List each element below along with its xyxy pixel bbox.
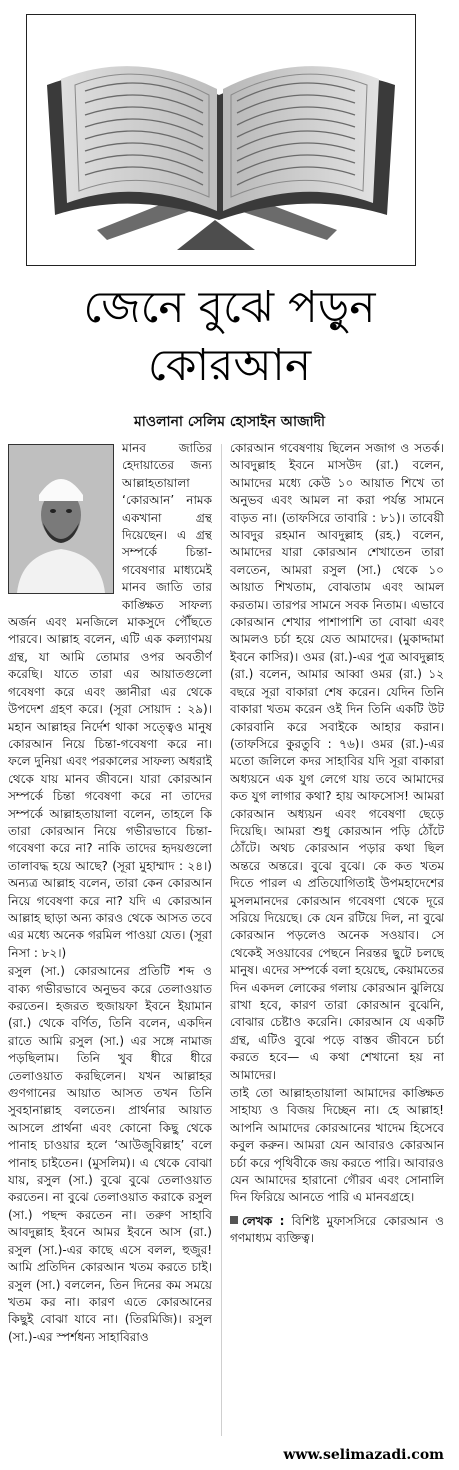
headline-line-1: জেনে বুঝে পড়ুন <box>83 282 376 333</box>
left-paragraph-2: রসুল (সা.) কোরআনের প্রতিটি শব্দ ও বাক্য গভীরভাবে অনুভব করে তেলাওয়াত করতেন। হজরত হুজায়ফা ইবনে ইয়ামান (রা.) থেকে বর্ণিত, তিনি বলেন, একদিন রাতে আমি রসুল (সা.) এর সঙ্গে নামাজ পড়ছিলাম। তিনি খুব ধীরে ধীরে তেলাওয়াত করছিলেন। যখন আল্লাহর গুণগানের আয়াত আসত তখন তিনি সুবহানাল্লাহ বলতেন। প্রার্থনার আয়াত আসলে প্রার্থনা এবং কোনো কিছু থেকে পানাহ চাওয়ার হলে ‘আউজুবিল্লাহ’ বলে পানাহ চাইতেন। (মুসলিম)। এ থেকে বোঝা যায়, রসুল (সা.) বুঝে বুঝে তেলাওয়াত করতেন। না বুঝে তেলাওয়াত করাকে রসুল (সা.) পছন্দ করতেন না। তরুণ সাহাবি আবদুল্লাহ ইবনে আমর ইবনে আস (রা.) রসুল (সা.)-এর কাছে এসে বলল, হুজুর! আমি প্রতিদিন কোরআন খতম করতে চাই। রসুল (সা.) বললেন, তিন দিনের কম সময়ে খতম কর না। কারণ এতে কোরআনের কিছুই বোঝা যাবে না। (তিরমিজি)। রসুল (সা.)-এর স্পর্শধন্য সাহাবিরাও <box>8 964 212 1344</box>
headline-line-2: কোরআন <box>147 340 312 391</box>
author-byline: মাওলানা সেলিম হোসাইন আজাদী <box>133 414 326 430</box>
author-portrait <box>8 444 114 594</box>
author-note-text: বিশিষ্ট মুফাসসিরে কোরআন ও গণমাধ্যম ব্যক্তিত্ব। <box>230 1213 444 1245</box>
author-note <box>230 1213 444 1247</box>
left-paragraph-1: মানব জাতির হেদায়াতের জন্য আল্লাহতায়ালা ‘কোরআন’ নামক একখানা গ্রন্থ দিয়েছেন। এ গ্রন্থ সম্পর্কে চিন্তা-গবেষণার মাধ্যমেই মানব জাতি তার কাঙ্ক্ষিত সাফল্য অর্জন এবং মনজিলে মাকসুদে পৌঁছতে পারবে। আল্লাহ বলেন, এটি এক কল্যাণময় গ্রন্থ, যা আমি তোমার ওপর অবতীর্ণ করেছি। যাতে তারা এর আয়াতগুলো গবেষণা করে এবং জ্ঞানীরা এর থেকে উপদেশ গ্রহণ করে। (সূরা সোয়াদ : ২৯)। মহান আল্লাহর নির্দেশ থাকা সত্ত্বেও মানুষ কোরআন নিয়ে চিন্তা-গবেষণা করে না। ফলে দুনিয়া এবং পরকালের সাফল্য অধরাই থেকে যায় মানব জীবনে। যারা কোরআন সম্পর্কে চিন্তা গবেষণা করে না তাদের সম্পর্কে আল্লাহতায়ালা বলেন, তাহলে কি তারা কোরআন নিয়ে গভীরভাবে চিন্তা-গবেষণা করে না? নাকি তাদের হৃদয়গুলো তালাবদ্ধ হয়ে আছে? (সূরা মুহাম্মাদ : ২৪।) অন্যত্র আল্লাহ বলেন, তারা কেন কোরআন নিয়ে গবেষণা করে না? যদি এ কোরআন আল্লাহ ছাড়া অন্য কারও থেকে আসত তবে এর মধ্যে অনেক গরমিল পাওয়া যেত। (সূরা নিসা : ৮২।) <box>8 441 212 960</box>
column-divider <box>221 444 222 1436</box>
portrait-illustration <box>9 445 113 593</box>
website-link[interactable]: www.selimazadi.com <box>283 1447 444 1463</box>
author-note-label: লেখক : <box>242 1213 285 1228</box>
square-bullet-icon <box>230 1216 238 1224</box>
book-illustration <box>27 15 415 265</box>
right-paragraph-2: তাই তো আল্লাহতায়ালা আমাদের কাঙ্ক্ষিত সাহায্য ও বিজয় দিচ্ছেন না। হে আল্লাহ! আপনি আমাদের কোরআনের খাদেম হিসেবে কবুল করুন। আমরা যেন আবারও কোরআন চর্চা করে পৃথিবীকে জয় করতে পারি। আবারও যেন আমাদের হারানো গৌরব এবং সোনালি দিন ফিরিয়ে আনতে পারি এ মানবগ্রহে। <box>230 1086 444 1205</box>
open-quran-book-image <box>26 14 416 266</box>
left-column <box>8 440 212 1435</box>
right-paragraph-1: কোরআন গবেষণায় ছিলেন সজাগ ও সতর্ক। আবদুল্লাহ ইবনে মাসউদ (রা.) বলেন, আমাদের মধ্যে কেউ ১০ আয়াত শিখে তা অনুভব এবং আমল না করা পর্যন্ত সামনে বাড়ত না। (তাফসিরে তাবারি : ৮১)। তাবেয়ী আবদুর রহমান আবদুল্লাহ (রহ.) বলেন, আমাদের যারা কোরআন শেখাতেন তারা বলতেন, আমরা রসুল (সা.) থেকে ১০ আয়াত শিখতাম, বোঝতাম এবং আমল করতাম। তারপর সামনে সবক নিতাম। এভাবে কোরআন শেখার পাশাপাশি তা বোঝা এবং আমলও চর্চা হয়ে যেত আমাদের। (মুকাদ্দামা ইবনে কাসির)। ওমর (রা.)-এর পুত্র আবদুল্লাহ (রা.) বলেন, আমার আব্বা ওমর (রা.) ১২ বছরে সূরা বাকারা শেষ করেন। যেদিন তিনি বাকারা খতম করেন ওই দিন তিনি একটি উট কোরবানি করে সবাইকে আহার করান। (তাফসিরে কুরতুবি : ৭৬)। ওমর (রা.)-এর মতো জলিলে কদর সাহাবির যদি সূরা বাকারা অধ্যয়নে এক যুগ লেগে যায় তবে আমাদের কত যুগ লাগার কথা? হায় আফসোস! আমরা কোরআন অধ্যয়ন এবং গবেষণা ছেড়ে দিয়েছি। আমরা শুধু কোরআন পড়ি ঠোঁটে ঠোঁটে। অথচ কোরআন পড়ার কথা ছিল অন্তরে অন্তরে। বুঝে বুঝে। কে কত খতম দিতে পারল এ প্রতিযোগিতাই উপমহাদেশের মুসলমানদের কোরআন গবেষণা থেকে দূরে সরিয়ে দিয়েছে। কে যেন রটিয়ে দিল, না বুঝে কোরআন পড়লেও অনেক সওয়াব। সে থেকেই সওয়াবের পেছনে নিরন্তর ছুটে চলছে মানুষ। এদের সম্পর্কে বলা হয়েছে, কেয়ামতের দিন একদল লোকের গলায় কোরআন ঝুলিয়ে রাখা হবে, কারণ তারা কোরআন বুঝেনি, বোঝার চেষ্টাও করেনি। কোরআন যে একটি গ্রন্থ, এটিও বুঝে পড়ে বাস্তব জীবনে চর্চা করতে হবে— এ কথা শেখানো হয় না আমাদের। <box>230 441 444 1082</box>
right-column <box>230 440 444 1440</box>
